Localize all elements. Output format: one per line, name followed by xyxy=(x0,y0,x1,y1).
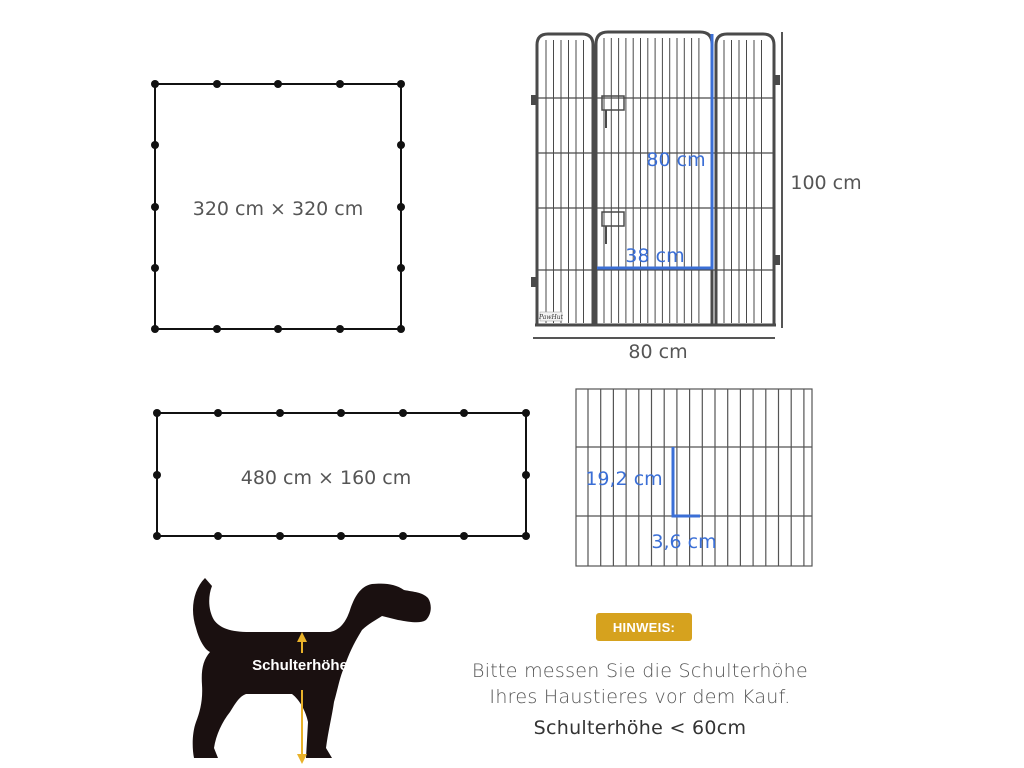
gap-height-label: 19,2 cm xyxy=(585,468,663,490)
notice-line-2: Ihres Haustieres vor dem Kauf. xyxy=(489,686,791,708)
panel-width-label: 80 cm xyxy=(628,341,688,363)
brand-tag-text: PawHut xyxy=(539,314,563,321)
door-height-label: 80 cm xyxy=(646,149,706,171)
rect-dimension-label: 480 cm × 160 cm xyxy=(240,467,412,489)
panel-bars xyxy=(546,38,762,323)
notice-line-1: Bitte messen Sie die Schulterhöhe xyxy=(471,660,809,682)
square-layout xyxy=(151,80,405,333)
panel-height-label: 100 cm xyxy=(790,172,862,194)
rect-layout xyxy=(153,409,530,540)
grid-detail xyxy=(576,389,812,566)
notice-badge: HINWEIS: xyxy=(596,613,692,641)
dog-shoulder-label: Schulterhöhe xyxy=(252,657,348,674)
dog-silhouette xyxy=(193,578,431,764)
door-width-label: 38 cm xyxy=(625,245,685,267)
notice-requirement: Schulterhöhe < 60cm xyxy=(533,717,747,739)
square-dimension-label: 320 cm × 320 cm xyxy=(192,198,364,220)
fence-panel xyxy=(531,32,780,325)
gap-width-label: 3,6 cm xyxy=(651,531,717,553)
